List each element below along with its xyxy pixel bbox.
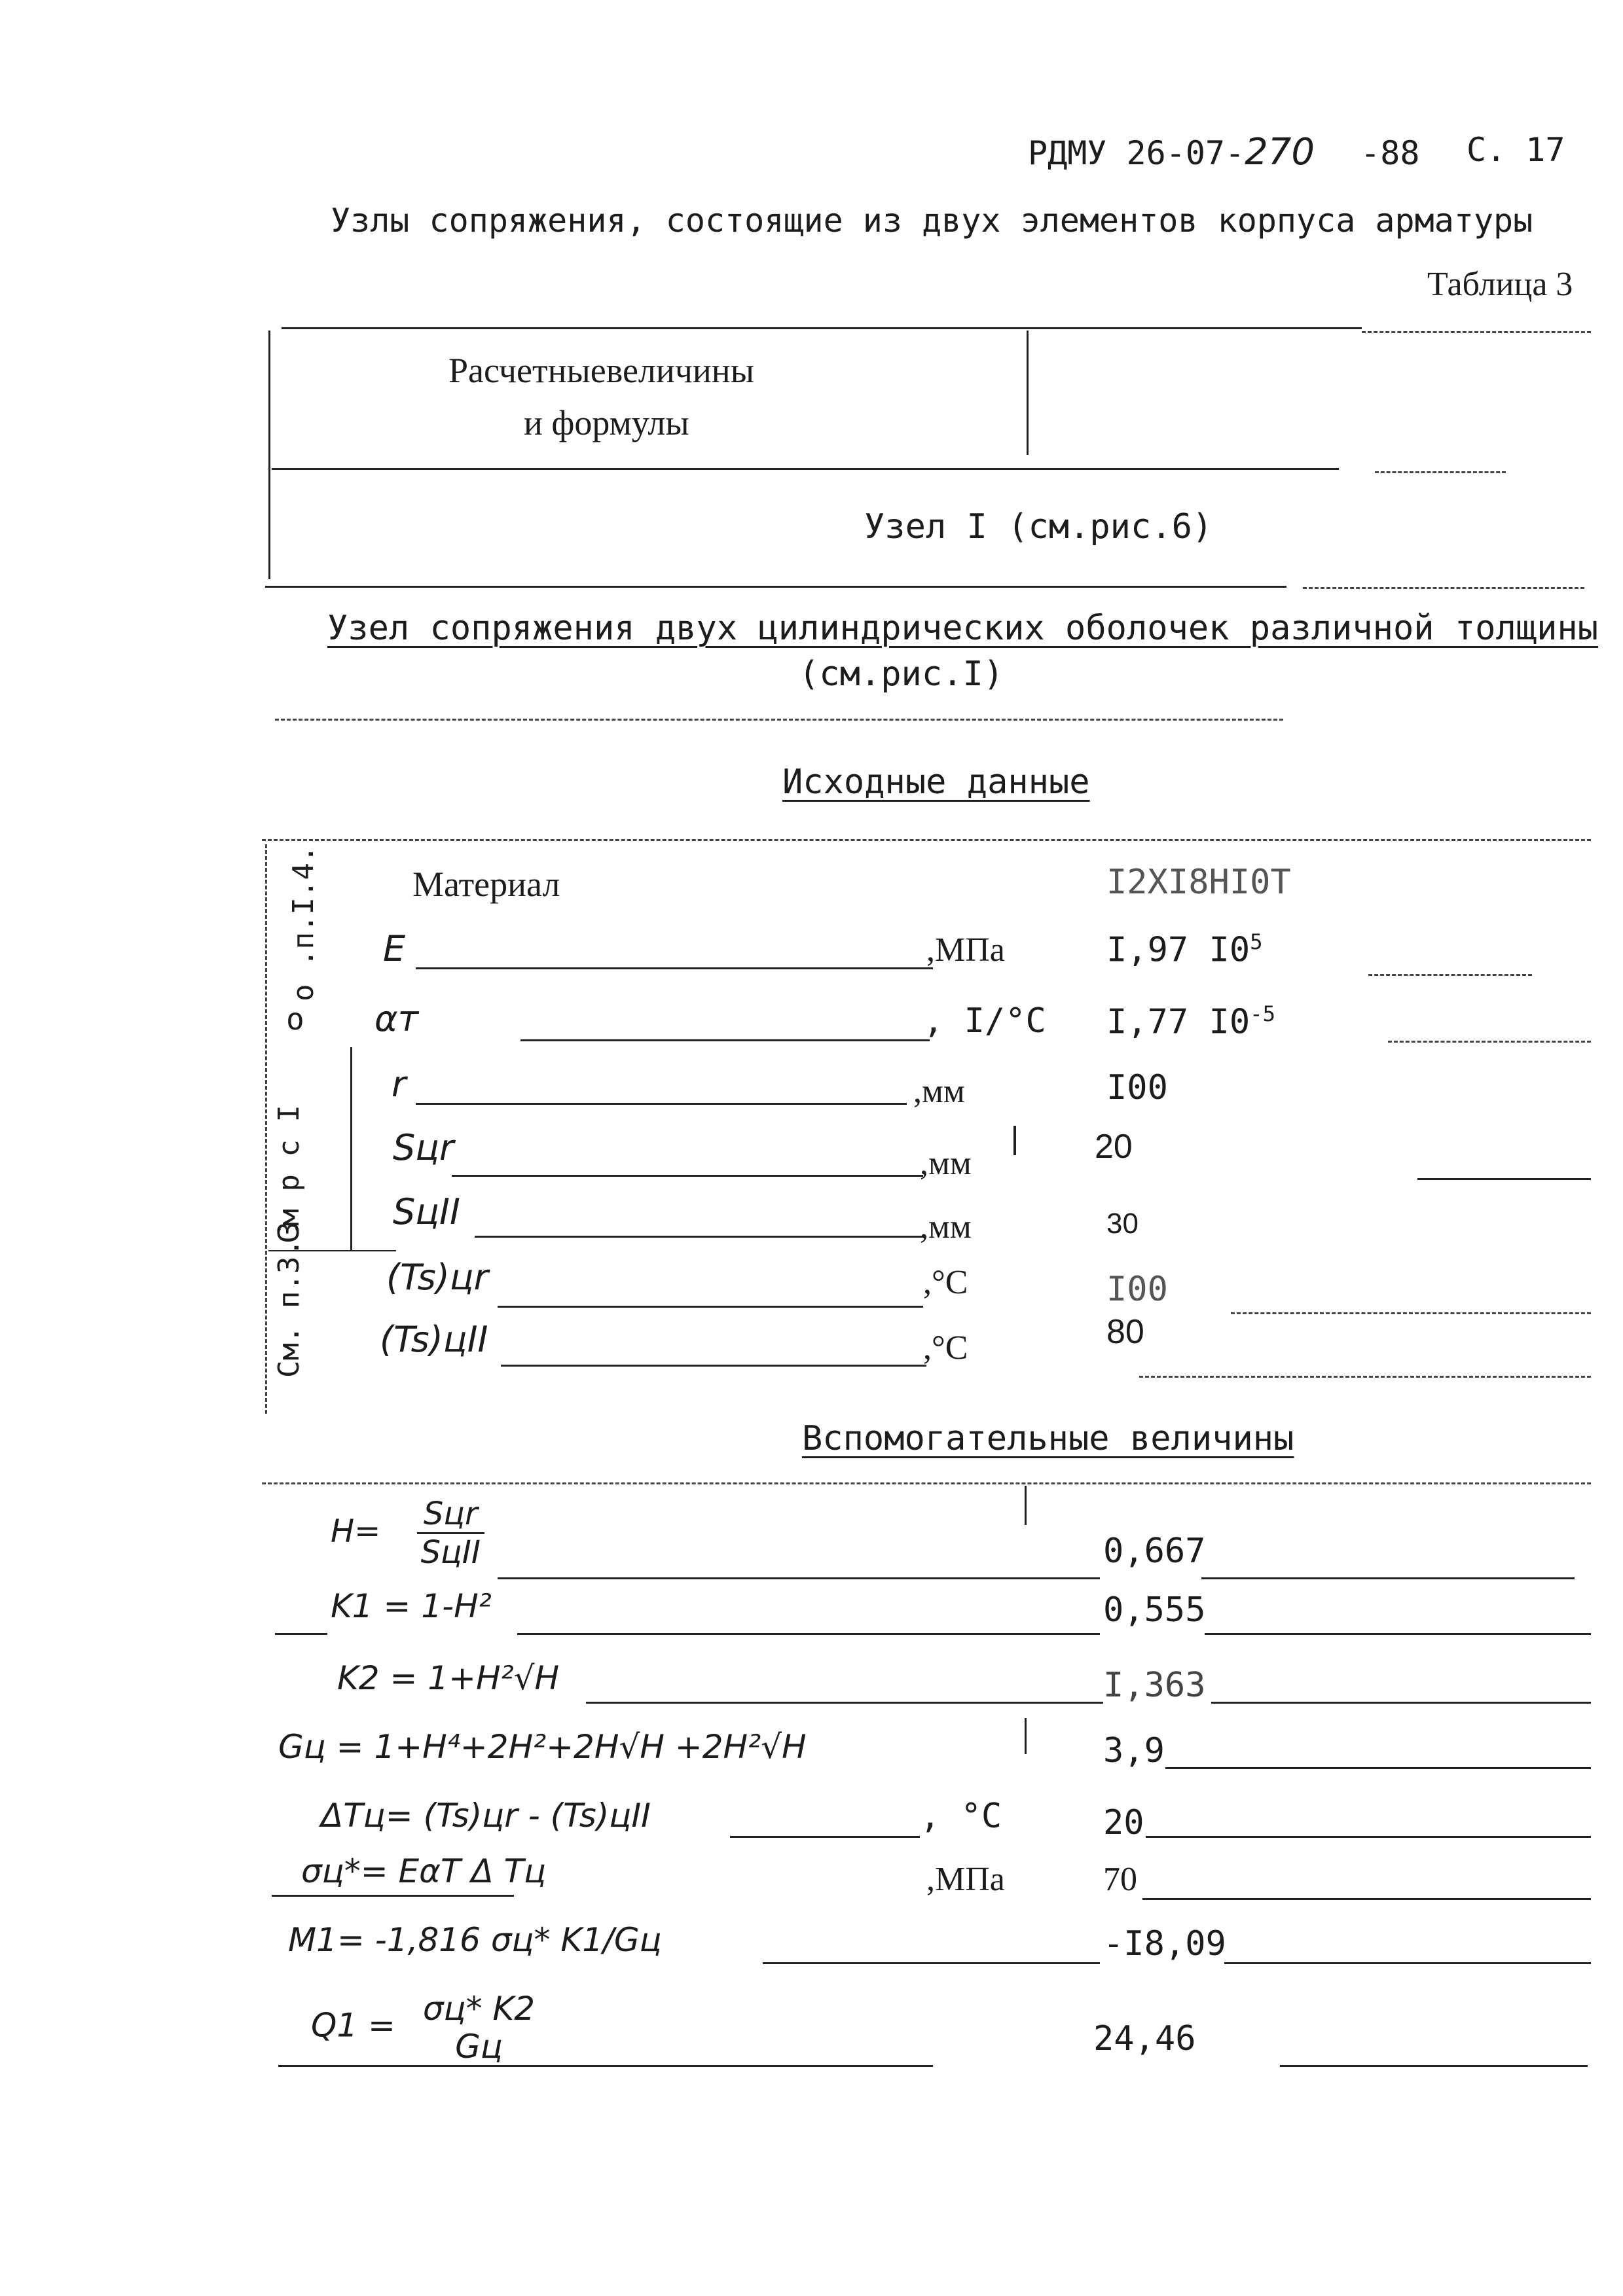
unit-alpha: , I/°С <box>923 1001 1046 1041</box>
row-K1-rule-left <box>275 1633 327 1635</box>
symbol-Ts-II: (Ts)цII <box>380 1319 488 1360</box>
aux-col-tick <box>1025 1486 1027 1525</box>
formula-H-prefix: H= <box>331 1513 381 1550</box>
row-Ts-r-dash <box>1231 1312 1591 1314</box>
node-heading-rule-dash <box>1303 587 1584 589</box>
table-top-rule <box>282 327 1362 329</box>
node-title-rule <box>275 719 1283 721</box>
value-M1: -I8,09 <box>1103 1924 1226 1964</box>
row-M1-rule <box>763 1962 1100 1964</box>
value-E <box>1106 929 1263 969</box>
row-Q1-value-rule <box>1280 2065 1588 2067</box>
unit-E: ,МПа <box>926 931 1005 969</box>
formula-H-fraction <box>417 1496 484 1571</box>
unit-Ts-r: ,°С <box>923 1264 968 1301</box>
value-alpha-mantissa: I,77 I0 <box>1106 1002 1250 1042</box>
row-S-II-rule <box>475 1236 926 1238</box>
row-alpha-rule <box>520 1039 930 1041</box>
formula-G: Gц = 1+H⁴+2H²+2H√H +2H²√H <box>278 1728 807 1766</box>
material-value: I2XI8HI0T <box>1106 863 1291 902</box>
table-col-divider <box>1027 331 1029 455</box>
symbol-alpha: αт <box>374 998 419 1039</box>
row-sigma-rule <box>272 1895 514 1897</box>
row-E-rule <box>416 967 933 969</box>
row-K1-value-rule <box>1205 1633 1591 1635</box>
row-r-rule <box>416 1103 907 1105</box>
symbol-S-II: SцII <box>393 1191 460 1232</box>
row-sigma-value-rule <box>1142 1898 1591 1900</box>
header-bottom-rule <box>272 468 1339 470</box>
unit-S-r: ,мм <box>920 1145 972 1182</box>
row-alpha-dash <box>1388 1041 1591 1043</box>
row-H-value-rule <box>1201 1577 1575 1579</box>
initial-data-left-border <box>265 844 267 1414</box>
formula-Q1-fraction <box>419 1990 539 2066</box>
col1-header-line1: Расчетныевеличины <box>448 351 754 390</box>
side-mark-o: о <box>286 1001 304 1037</box>
value-alpha-exponent: -5 <box>1250 1001 1275 1026</box>
value-H: 0,667 <box>1103 1532 1206 1571</box>
row-Ts-II-rule <box>501 1365 926 1367</box>
value-E-exponent: 5 <box>1250 929 1263 954</box>
formula-Q1-denominator: Gц <box>455 2028 503 2066</box>
value-alpha <box>1106 1001 1275 1041</box>
value-G: 3,9 <box>1103 1731 1165 1770</box>
formula-K1: K1 = 1-H² <box>331 1587 492 1625</box>
initial-data-heading: Исходные данные <box>782 762 1090 802</box>
row-K1-rule <box>517 1633 1100 1635</box>
value-Ts-II: 80 <box>1106 1313 1144 1351</box>
unit-r: ,мм <box>913 1073 965 1110</box>
page-number: С. 17 <box>1467 131 1565 169</box>
side-label-section1: о .п.I.4. <box>287 845 320 1001</box>
value-S-r: 20 <box>1095 1128 1133 1166</box>
node-title: Узел сопряжения двух цилиндрических оболочек различной толщины <box>327 609 1599 648</box>
row-K2-rule <box>586 1702 1103 1704</box>
value-Q1: 24,46 <box>1093 2019 1196 2058</box>
doc-number-handwritten: 270 <box>1245 131 1315 173</box>
row-Q1-rule <box>278 2065 933 2067</box>
row-G-tick <box>1025 1718 1027 1754</box>
document-code <box>1028 131 1419 173</box>
row-deltaT-value-rule <box>1146 1836 1591 1838</box>
node-title-ref: (см.рис.I) <box>799 655 1004 694</box>
table-label: Таблица 3 <box>1427 266 1573 303</box>
symbol-S-r: Sцr <box>393 1127 454 1168</box>
formula-H <box>331 1496 484 1571</box>
initial-data-top-rule <box>262 839 1591 841</box>
formula-sigma: σц*= EαT Δ Tц <box>301 1852 547 1890</box>
node-heading: Узел I (см.рис.6) <box>864 507 1213 547</box>
row-Ts-r-rule <box>498 1306 923 1308</box>
doc-year: -88 <box>1360 134 1420 172</box>
material-label: Материал <box>412 865 560 904</box>
row-deltaT-rule <box>730 1836 920 1838</box>
formula-Q1-numerator: σц* K2 <box>422 1990 536 2028</box>
unit-deltaT: , °С <box>920 1797 1002 1836</box>
document-title: Узлы сопряжения, состоящие из двух элементов корпуса арматуры <box>331 202 1533 240</box>
unit-Ts-II: ,°С <box>923 1329 968 1367</box>
doc-code-prefix: РДМУ 26-07- <box>1028 134 1245 172</box>
row-E-dash <box>1368 974 1532 976</box>
row-S-r-right-rule <box>1417 1178 1591 1180</box>
tick-mark <box>1013 1126 1016 1155</box>
formula-K2: K2 = 1+H²√H <box>337 1659 560 1697</box>
formula-H-numerator: Sцr <box>417 1496 484 1534</box>
formula-Q1-prefix: Q1 = <box>311 2006 395 2045</box>
side-divider <box>350 1047 352 1250</box>
side-label-fig: См р с I <box>272 1105 306 1244</box>
unit-sigma: ,МПа <box>926 1861 1005 1898</box>
symbol-r: r <box>392 1064 407 1105</box>
row-H-rule <box>498 1577 1100 1579</box>
value-r: I00 <box>1106 1068 1168 1107</box>
table-top-rule-dash <box>1362 331 1591 333</box>
table-left-border <box>268 331 270 579</box>
value-K1: 0,555 <box>1103 1590 1206 1630</box>
aux-heading: Вспомогательные величины <box>802 1419 1294 1458</box>
value-deltaT: 20 <box>1103 1803 1144 1842</box>
value-K2: I,363 <box>1103 1666 1206 1705</box>
header-bottom-rule-dash <box>1375 471 1506 473</box>
formula-deltaT: ΔTц= (Ts)цr - (Ts)цII <box>321 1797 651 1835</box>
row-G-value-rule <box>1165 1767 1591 1769</box>
value-S-II: 30 <box>1106 1208 1139 1240</box>
row-K2-value-rule <box>1211 1702 1591 1704</box>
formula-M1: M1= -1,816 σц* K1/Gц <box>288 1921 662 1959</box>
aux-top-rule <box>262 1482 1591 1484</box>
row-S-r-rule <box>452 1175 923 1177</box>
value-sigma: 70 <box>1103 1861 1137 1898</box>
col1-header-line2: и формулы <box>524 403 689 442</box>
unit-S-II: ,мм <box>920 1208 972 1246</box>
side-label-clause: См. п.3.3 <box>272 1221 306 1378</box>
formula-H-denominator: SцII <box>420 1534 481 1571</box>
symbol-E: E <box>383 928 406 969</box>
node-heading-rule <box>265 586 1286 588</box>
row-M1-value-rule <box>1224 1962 1591 1964</box>
symbol-Ts-r: (Ts)цr <box>386 1257 488 1298</box>
formula-Q1 <box>311 1990 539 2066</box>
row-Ts-II-dash <box>1139 1376 1591 1378</box>
value-Ts-r: I00 <box>1106 1270 1168 1309</box>
value-E-mantissa: I,97 I0 <box>1106 930 1250 970</box>
